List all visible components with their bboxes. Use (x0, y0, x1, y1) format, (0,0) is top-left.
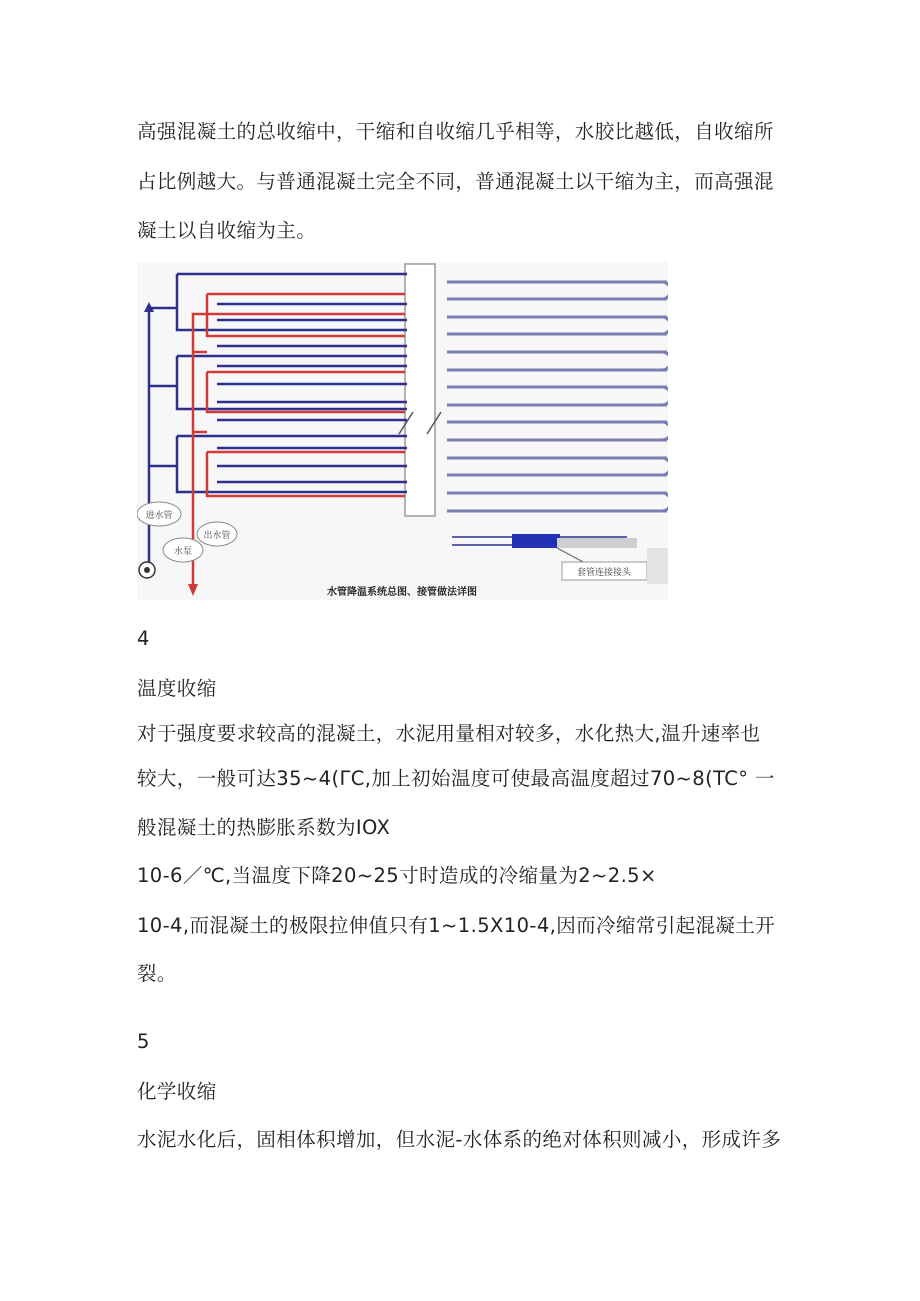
intro-line-2: 占比例越大。与普通混凝土完全不同，普通混凝土以干缩为主，而高强混 (137, 170, 774, 193)
section4-title: 温度收缩 (137, 677, 217, 700)
section4-number: 4 (137, 627, 150, 650)
pipe-break-gap (399, 264, 441, 516)
section5-number: 5 (137, 1030, 150, 1053)
section5-title: 化学收缩 (137, 1080, 217, 1103)
return-pipes (193, 294, 405, 592)
section4-line-4: 10-6／℃,当温度下降20~25寸时造成的冷缩量为2~2.5× (137, 864, 657, 887)
pump-icon (139, 562, 155, 578)
label-outlet: 出水管 (203, 531, 231, 541)
section4-line-2: 较大，一般可达35~4(ΓC,加上初始温度可使最高温度超过70~8(TC° 一 (137, 767, 775, 790)
pipe-cooling-diagram (137, 262, 668, 600)
figure-caption: 水管降温系统总图、接管做法详图 (327, 587, 477, 598)
label-pump: 水泵 (173, 547, 193, 557)
intro-line-3: 凝土以自收缩为主。 (137, 219, 317, 242)
coupling-detail (452, 534, 668, 584)
supply-pipes (149, 274, 407, 577)
section4-line-5: 10-4,而混凝土的极限拉伸值只有1~1.5X10-4,因而冷缩常引起混凝土开 (137, 914, 776, 937)
intro-line-1: 高强混凝土的总收缩中，干缩和自收缩几乎相等，水胶比越低，自收缩所 (137, 120, 774, 143)
outlet-arrow-icon (188, 584, 198, 596)
pipe-diagram-svg (137, 262, 668, 600)
section4-line-3: 般混凝土的热膨胀系数为IOX (137, 816, 391, 839)
serpentine-loops (447, 282, 668, 511)
section4-line-1: 对于强度要求较高的混凝土，水泥用量相对较多，水化热大,温升速率也 (137, 722, 761, 745)
section5-line-1: 水泥水化后，固相体积增加，但水泥-水体系的绝对体积则减小，形成许多 (137, 1128, 782, 1151)
label-detail: 套管连接接头 (576, 568, 632, 578)
label-inlet: 进水管 (145, 511, 173, 521)
section4-line-6: 裂。 (137, 962, 177, 985)
